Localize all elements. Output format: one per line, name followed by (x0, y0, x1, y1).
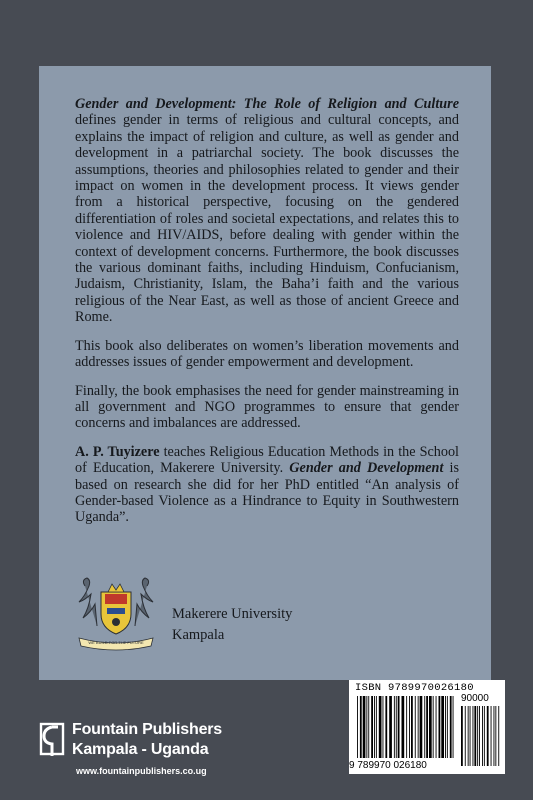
book-short-title: Gender and Development (289, 460, 444, 477)
university-name: Makerere University (172, 606, 293, 622)
publisher-name: Fountain Publishers (72, 721, 222, 738)
blurb-paragraph-1-text: defines gender in terms of religious and cultural concepts, and explains the impact of religion and culture, as well as gender and development in a patriarchal society. The book discusses the assumptions, theories and philosophies related to gender and their impact on women in the development process. It views gender from a historical perspective, focusing on the gendered differentiation of roles and societal expectations, and relates this to violence and HIV/AIDS, before dealing with gender within the context of development concerns. Furthermore, the book discusses the various dominant faiths, including Hinduism, Confucianism, Judaism, Christianity, Islam, the Baha’i faith and the various religious of the Near East, as well as those of ancient Greece and Rome. (75, 112, 459, 326)
fountain-publishers-logo-icon (38, 721, 68, 761)
publisher-url: www.fountainpublishers.co.ug (76, 766, 207, 776)
blurb-paragraph-3: Finally, the book emphasises the need for gender mainstreaming in all government and NGO programmes to ensure that gender concerns and imbalances are addressed. (75, 382, 459, 432)
author-bio (75, 444, 459, 526)
blurb-paragraph-1 (75, 96, 459, 326)
publisher-city: Kampala - Uganda (72, 741, 209, 758)
crest-motto: WE BUILD FOR THE FUTURE (88, 640, 144, 645)
university-imprint (172, 604, 292, 646)
isbn-label: ISBN 9789970026180 (355, 682, 474, 694)
author-bio-text-b: is based on research she did for her PhD entitled “An analysis of Gender-based Violence as a Hindrance to Equity in Southwestern Uganda”. (75, 460, 459, 526)
author-bio-text-a: teaches Religious Education Methods in the School of Education, Makerere University. (75, 443, 459, 477)
blurb-paragraph-2: This book also deliberates on women’s liberation movements and addresses issues of gender empowerment and development. (75, 337, 459, 371)
blurb-text (75, 96, 459, 538)
university-city: Kampala (172, 627, 225, 643)
barcode-digits: 9 789970 026180 (349, 760, 427, 771)
back-cover-panel (39, 66, 491, 680)
book-title: Gender and Development: The Role of Religion and Culture (75, 96, 459, 112)
isbn-barcode (349, 680, 505, 774)
barcode-addon-digits: 90000 (461, 693, 489, 704)
makerere-crest-icon (71, 576, 161, 652)
publisher-logo (38, 720, 238, 780)
author-name: A. P. Tuyizere (75, 443, 160, 460)
